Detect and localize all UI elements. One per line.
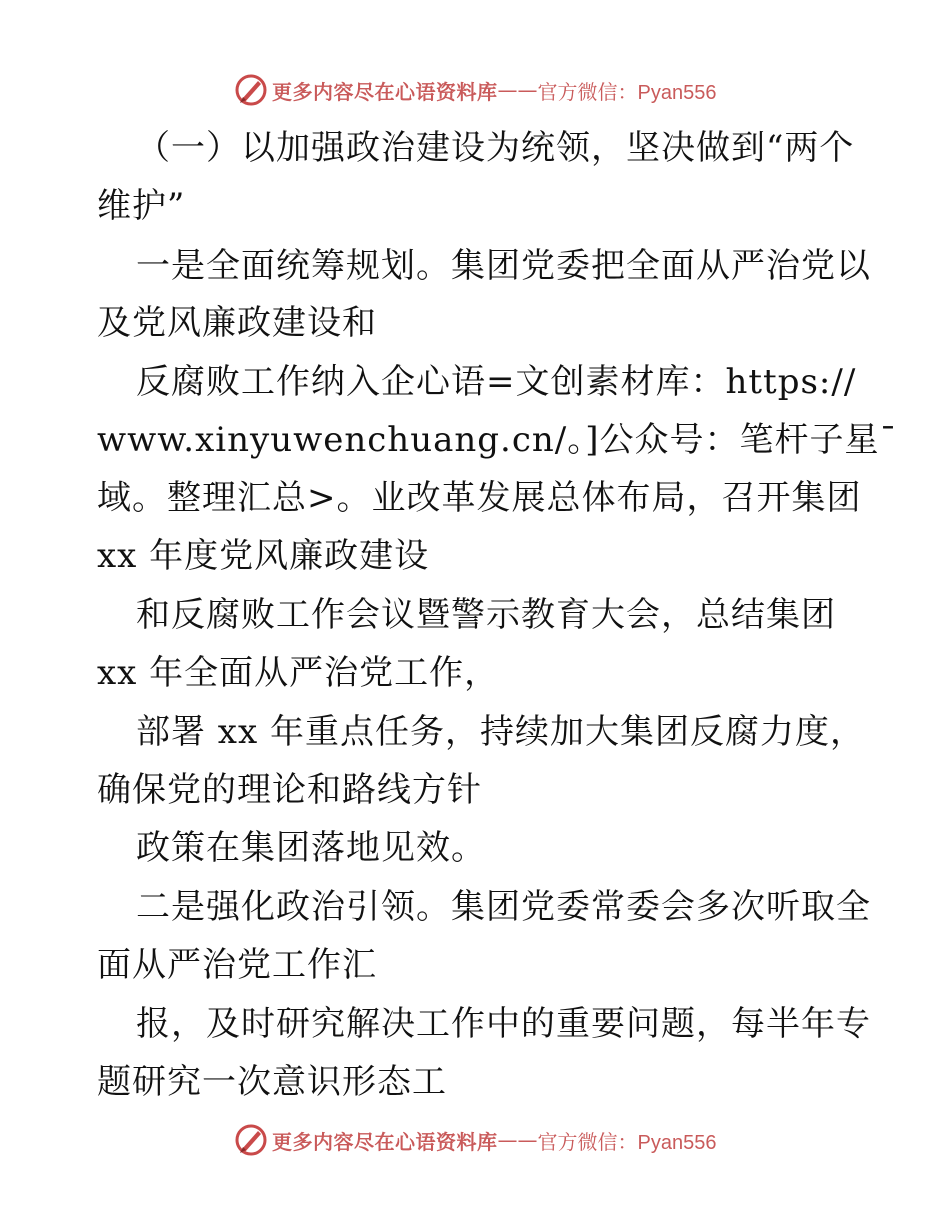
watermark-contact: 官方微信：Pyan556 [537,1131,717,1154]
body-line: 确保党的理论和路线方针 [97,770,482,810]
section-heading: （一）以加强政治建设为统领，坚决做到“两个 [136,128,855,168]
watermark-brand: 更多内容尽在心语资料库 [272,1129,498,1154]
body-line: 部署 xx 年重点任务，持续加大集团反腐力度， [136,712,865,752]
body-line: 及党风廉政建设和 [97,303,377,343]
body-line: 政策在集团落地见效。 [136,828,486,868]
watermark-contact: 官方微信：Pyan556 [537,81,717,104]
watermark-separator: —— [497,1128,538,1152]
body-line: 面从严治党工作汇 [97,945,377,985]
body-line: xx 年全面从严治党工作， [97,653,500,693]
footer-watermark [234,1122,716,1158]
body-line: xx 年度党风廉政建设 [97,536,430,576]
body-line: 报，及时研究解决工作中的重要问题，每半年专 [136,1004,871,1044]
body-line: 域。整理汇总>。业改革发展总体布局，召开集团 [97,478,862,518]
pen-logo-icon [234,73,268,107]
body-line: 维护” [97,186,186,226]
body-line: www.xinyuwenchuang.cn/。]公众号：笔杆子星¯ [97,420,898,460]
body-line: 一是全面统筹规划。集团党委把全面从严治党以 [136,246,871,286]
watermark-separator: —— [497,78,538,102]
body-line: 反腐败工作纳入企心语=文创素材库：https:// [136,362,857,402]
body-line: 二是强化政治引领。集团党委常委会多次听取全 [136,887,871,927]
header-watermark [234,72,716,108]
watermark-brand: 更多内容尽在心语资料库 [272,79,498,104]
pen-logo-icon [234,1123,268,1157]
body-line: 和反腐败工作会议暨警示教育大会，总结集团 [136,595,836,635]
body-line: 题研究一次意识形态工 [97,1062,447,1102]
